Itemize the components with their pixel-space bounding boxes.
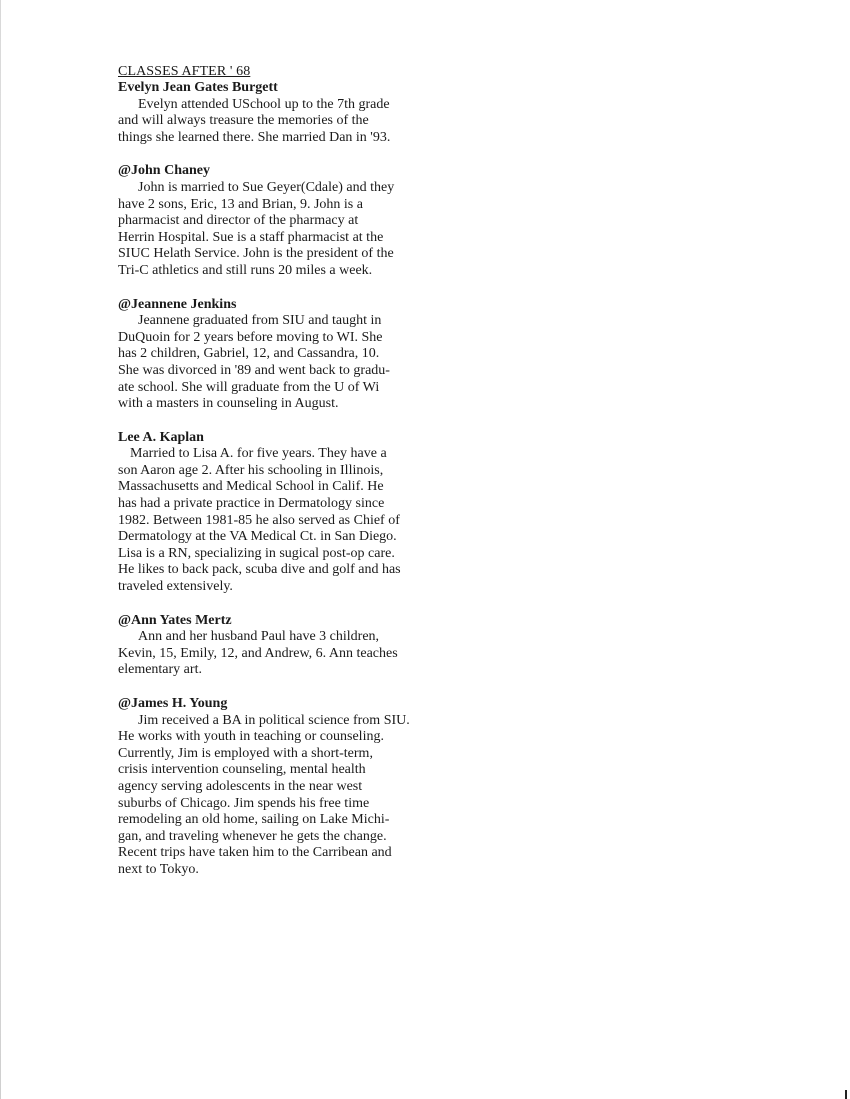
entry-line: John is married to Sue Geyer(Cdale) and they	[138, 179, 395, 195]
alumni-entry-burgett	[118, 80, 438, 146]
entry-line: has had a private practice in Dermatology since	[118, 496, 385, 512]
entry-line: Jeannene graduated from SIU and taught in	[138, 313, 382, 329]
entry-line: son Aaron age 2. After his schooling in Illinois,	[118, 462, 384, 478]
article-column	[118, 64, 438, 896]
entry-line: Dermatology at the VA Medical Ct. in San Diego.	[118, 529, 397, 545]
entry-line: pharmacist and director of the pharmacy at	[118, 213, 359, 229]
entry-line: Lisa is a RN, specializing in sugical post-op care.	[118, 545, 395, 561]
entry-line: has 2 children, Gabriel, 12, and Cassandra, 10.	[118, 346, 380, 362]
entry-body	[118, 629, 438, 679]
entry-line: He likes to back pack, scuba dive and golf and has	[118, 562, 401, 578]
entry-line: Currently, Jim is employed with a short-term,	[118, 745, 373, 761]
entry-line: remodeling an old home, sailing on Lake Michi-	[118, 812, 390, 828]
entry-line: and will always treasure the memories of the	[118, 113, 369, 129]
entry-line: traveled extensively.	[118, 579, 233, 595]
entry-line: ate school. She will graduate from the U of Wi	[118, 379, 380, 395]
entry-body	[118, 313, 438, 413]
entry-line: Tri-C athletics and still runs 20 miles a week.	[118, 262, 373, 278]
entry-line: Kevin, 15, Emily, 12, and Andrew, 6. Ann teaches	[118, 645, 398, 661]
entry-name: Evelyn Jean Gates Burgett	[118, 80, 278, 95]
entry-line: Recent trips have taken him to the Carribean and	[118, 845, 392, 861]
entry-line: She was divorced in '89 and went back to gradu-	[118, 362, 390, 378]
entry-line: He works with youth in teaching or counseling.	[118, 729, 384, 745]
entry-line: Married to Lisa A. for five years. They have a	[130, 446, 387, 462]
entry-line: DuQuoin for 2 years before moving to WI. She	[118, 329, 383, 345]
entry-line: agency serving adolescents in the near west	[118, 778, 363, 794]
section-heading: CLASSES AFTER ' 68	[118, 64, 251, 79]
entry-name: @James H. Young	[118, 696, 228, 711]
entry-line: Herrin Hospital. Sue is a staff pharmacist at the	[118, 229, 384, 245]
entry-line: Massachusetts and Medical School in Calif. He	[118, 479, 384, 495]
alumni-entry-mertz	[118, 613, 438, 679]
entry-line: Ann and her husband Paul have 3 children,	[138, 629, 380, 645]
alumni-entry-chaney	[118, 163, 438, 279]
entry-body	[118, 97, 438, 147]
alumni-entry-kaplan	[118, 430, 438, 596]
entry-line: 1982. Between 1981-85 he also served as Chief of	[118, 512, 400, 528]
entry-body	[118, 713, 438, 879]
entry-line: with a masters in counseling in August.	[118, 396, 339, 412]
entry-line: next to Tokyo.	[118, 861, 199, 877]
entry-name: Lee A. Kaplan	[118, 429, 204, 445]
entry-body	[118, 180, 438, 280]
alumni-entry-jenkins	[118, 297, 438, 413]
scan-mark	[845, 1090, 847, 1099]
entry-line: SIUC Helath Service. John is the president of the	[118, 246, 394, 262]
entry-name: @John Chaney	[118, 163, 210, 179]
entry-line: gan, and traveling whenever he gets the change.	[118, 828, 387, 844]
alumni-entry-young	[118, 696, 438, 879]
entry-line: Jim received a BA in political science from SIU.	[138, 712, 410, 728]
entry-line: suburbs of Chicago. Jim spends his free time	[118, 795, 370, 811]
entry-line: things she learned there. She married Dan in '93.	[118, 129, 391, 145]
page-left-edge	[0, 0, 1, 1099]
entry-body	[118, 446, 438, 595]
entry-name: @Jeannene Jenkins	[118, 296, 237, 312]
entry-name: @Ann Yates Mertz	[118, 612, 232, 628]
entry-line: Evelyn attended USchool up to the 7th grade	[138, 96, 390, 112]
entry-line: have 2 sons, Eric, 13 and Brian, 9. John is a	[118, 196, 363, 212]
entry-line: crisis intervention counseling, mental health	[118, 762, 366, 778]
entry-line: elementary art.	[118, 662, 202, 678]
